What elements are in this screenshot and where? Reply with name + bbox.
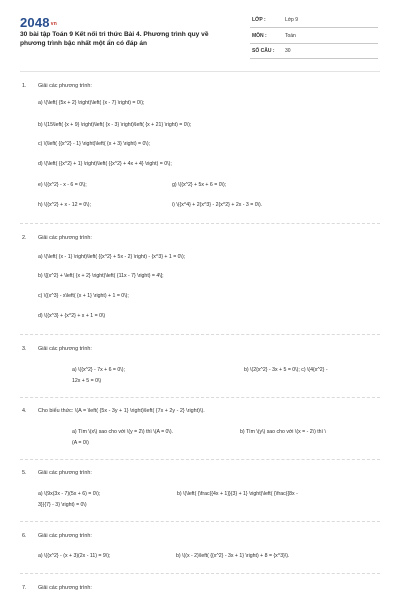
question-prompt: Giải các phương trình: (38, 533, 92, 539)
question-divider (20, 334, 380, 335)
meta-value: Toán (285, 33, 296, 39)
question-line: a) \({x^2} - (x + 3)(2x - 11) = 9\); (38, 553, 111, 559)
meta-label: LỚP : (252, 17, 266, 23)
question-line: (A = 0\) (72, 440, 89, 446)
logo-suffix: vn (50, 20, 57, 27)
question-divider (20, 521, 380, 522)
logo-text: 2048 (20, 15, 50, 30)
question-line: c) \(\left( {{x^2} - 1} \right)\left( {x + 3} \right) = 0\); (38, 141, 150, 147)
question-divider (20, 573, 380, 574)
question-line: a) \({x^2} - 7x + 6 = 0\); (72, 367, 125, 373)
meta-row-class (250, 14, 378, 28)
meta-label: MÔN : (252, 33, 267, 39)
question-number: 3. (22, 346, 27, 352)
question-line: b) \((x - 2)\left( {{x^2} - 3x + 1} \right) + 8 = {x^3}\). (176, 553, 290, 559)
question-line: 12x + 5 = 0\) (72, 378, 102, 384)
question-line: a) \(\left( {x - 1} \right)\left( {{x^2} + 5x - 2} \right) - {x^3} + 1 = 0\); (38, 254, 186, 260)
question-line: 3}}{7} - 3} \right) = 0\) (38, 502, 87, 508)
question-line: e) \({x^2} - x - 6 = 0\); (38, 182, 87, 188)
question-line: g) \({x^2} + 5x + 6 = 0\); (172, 182, 227, 188)
question-prompt: Giải các phương trình: (38, 83, 92, 89)
question-line: i) \({x^4} + 2{x^3} - 2{x^2} + 2x - 3 = 0\). (172, 202, 263, 208)
question-line: c) \({x^3} - x\left( {x + 1} \right) + 1 = 0\); (38, 293, 129, 299)
meta-value: Lớp 9 (285, 17, 299, 23)
question-number: 1. (22, 83, 27, 89)
question-prompt: Cho biểu thức: \(A = \left( {5x - 3y + 1} \right)\left( {7x + 2y - 2} \right)\). (38, 408, 205, 414)
question-prompt: Giải các phương trình: (38, 346, 92, 352)
question-number: 4. (22, 408, 27, 414)
document-title: 30 bài tập Toán 9 Kết nối tri thức Bài 4. Phương trình quy về phương trình bậc nhất một ẩn có đáp án (20, 31, 209, 47)
question-divider (20, 397, 380, 398)
site-logo[interactable] (20, 15, 57, 30)
question-line: d) \({x^3} + {x^2} + x + 1 = 0\) (38, 313, 106, 319)
question-line: b) \(15\left( {x + 9} \right)\left( {x - 3} \right)\left( {x + 21} \right) = 0\); (38, 122, 192, 128)
meta-row-count (250, 45, 378, 59)
question-line: b) \(\left( {\frac{{4x + 1}}{3} + 1} \right)\left( {\frac{{8x - (177, 491, 298, 497)
question-prompt: Giải các phương trình: (38, 235, 92, 241)
question-prompt: Giải các phương trình: (38, 585, 92, 591)
question-divider (20, 459, 380, 460)
header-divider (20, 71, 380, 72)
question-number: 5. (22, 470, 27, 476)
question-prompt: Giải các phương trình: (38, 470, 92, 476)
question-line: a) \(\left( {5x + 2} \right)\left( {x - 7} \right) = 0\); (38, 100, 145, 106)
question-line: a) \(9x(3x - 7)(5x + 6) = 0\); (38, 491, 101, 497)
question-number: 2. (22, 235, 27, 241)
meta-value: 30 (285, 48, 291, 54)
question-divider (20, 223, 380, 224)
question-line: b) \[{x^2} + \left( {x + 2} \right)\left( {11x - 7} \right) = 4\]; (38, 273, 164, 279)
question-line: h) \({x^2} + x - 12 = 0\); (38, 202, 91, 208)
meta-label: SỐ CÂU : (252, 48, 275, 54)
question-line: b) Tìm \(y\) sao cho với \(x = - 2\) thì \ (240, 429, 326, 435)
question-number: 6. (22, 533, 27, 539)
question-number: 7. (22, 585, 27, 591)
question-line: d) \(\left( {{x^2} + 1} \right)\left( {{x^2} + 4x + 4} \right) = 0\); (38, 161, 172, 167)
question-line: b) \(2{x^2} - 3x + 5 = 0\); c) \(4{x^2} - (244, 367, 328, 373)
question-line: a) Tìm \(x\) sao cho với \(y = 2\) thì \(A = 0\). (72, 429, 174, 435)
meta-row-subject (250, 30, 378, 44)
